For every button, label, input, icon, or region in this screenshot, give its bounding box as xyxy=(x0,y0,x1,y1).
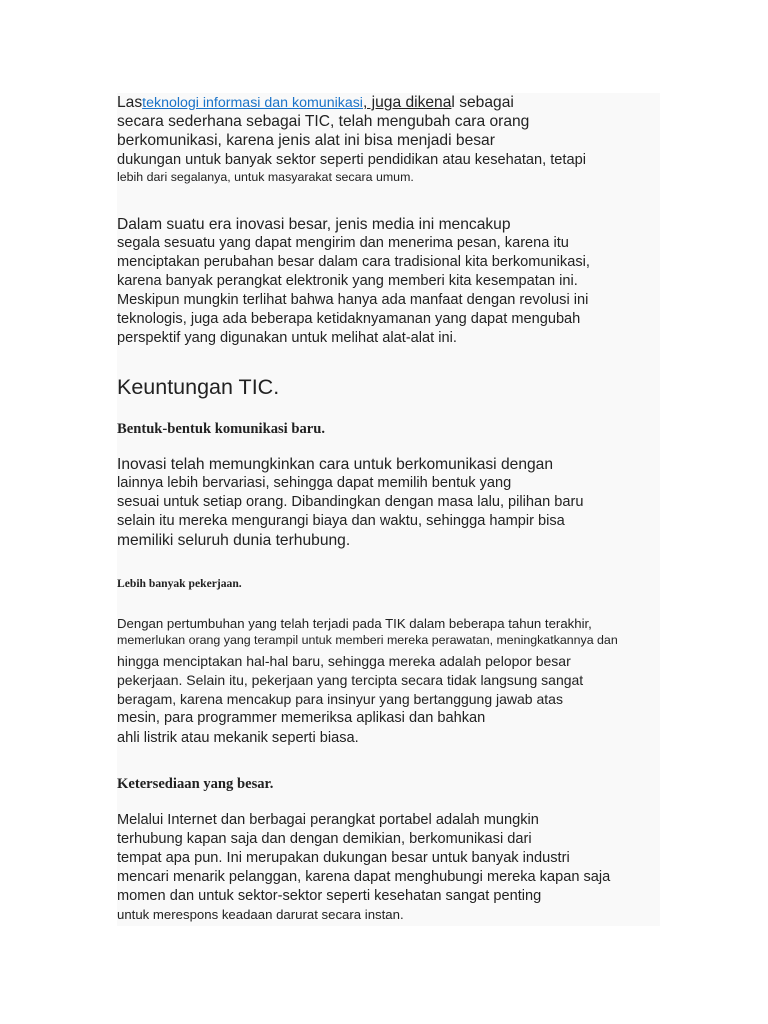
intro-line: lebih dari segalanya, untuk masyarakat secara umum. xyxy=(117,170,414,184)
intro-underlined-text: , juga dikena xyxy=(362,94,452,111)
sub3-line: Melalui Internet dan berbagai perangkat portabel adalah mungkin xyxy=(117,812,539,828)
sub1-heading: Bentuk-bentuk komunikasi baru. xyxy=(117,421,326,437)
sub2-heading: Lebih banyak pekerjaan. xyxy=(117,577,242,590)
section-heading: Keuntungan TIC. xyxy=(117,375,280,399)
paragraph2-line: karena banyak perangkat elektronik yang memberi kita kesempatan ini. xyxy=(117,273,578,289)
sub2-line: Dengan pertumbuhan yang telah terjadi pada TIK dalam beberapa tahun terakhir, xyxy=(117,616,592,631)
sub2-line: pekerjaan. Selain itu, pekerjaan yang tercipta secara tidak langsung sangat xyxy=(117,672,584,688)
paragraph2-line: segala sesuatu yang dapat mengirim dan menerima pesan, karena itu xyxy=(117,235,569,251)
paragraph2-line: Dalam suatu era inovasi besar, jenis media ini mencakup xyxy=(117,216,511,233)
sub2-line: mesin, para programmer memeriksa aplikasi dan bahkan xyxy=(117,710,486,726)
sub1-line: Inovasi telah memungkinkan cara untuk berkomunikasi dengan xyxy=(117,456,554,473)
sub1-line: lainnya lebih bervariasi, sehingga dapat memilih bentuk yang xyxy=(117,475,512,491)
sub2-line: memerlukan orang yang terampil untuk memberi mereka perawatan, meningkatkannya dan xyxy=(117,633,618,647)
sub2-line: hingga menciptakan hal-hal baru, sehingga mereka adalah pelopor besar xyxy=(117,653,571,669)
sub1-line: memiliki seluruh dunia terhubung. xyxy=(117,532,351,549)
sub3-line: tempat apa pun. Ini merupakan dukungan besar untuk banyak industri xyxy=(117,850,570,866)
sub2-line: beragam, karena mencakup para insinyur yang bertanggung jawab atas xyxy=(117,691,563,707)
intro-lead-prefix: Las xyxy=(117,94,143,111)
intro-line: secara sederhana sebagai TIC, telah mengubah cara orang xyxy=(117,113,530,130)
sub3-line: terhubung kapan saja dan dengan demikian, berkomunikasi dari xyxy=(117,831,532,847)
paragraph2-line: teknologis, juga ada beberapa ketidaknyamanan yang dapat mengubah xyxy=(117,311,581,327)
intro-link[interactable]: teknologi informasi dan komunikasi xyxy=(142,95,363,111)
intro-line: dukungan untuk banyak sektor seperti pendidikan atau kesehatan, tetapi xyxy=(117,152,586,168)
paragraph2-line: Meskipun mungkin terlihat bahwa hanya ada manfaat dengan revolusi ini xyxy=(117,292,589,308)
sub3-line: untuk merespons keadaan darurat secara instan. xyxy=(117,907,404,922)
sub3-line: momen dan untuk sektor-sektor seperti kesehatan sangat penting xyxy=(117,888,542,904)
sub1-line: sesuai untuk setiap orang. Dibandingkan dengan masa lalu, pilihan baru xyxy=(117,494,584,510)
sub1-line: selain itu mereka mengurangi biaya dan waktu, sehingga hampir bisa xyxy=(117,513,565,529)
intro-lead-rest: l sebagai xyxy=(451,94,514,111)
intro-line: berkomunikasi, karena jenis alat ini bisa menjadi besar xyxy=(117,132,495,149)
sub2-line: ahli listrik atau mekanik seperti biasa. xyxy=(117,730,359,746)
intro-lead-line xyxy=(117,94,514,112)
paragraph2-line: perspektif yang digunakan untuk melihat alat-alat ini. xyxy=(117,330,457,346)
sub3-heading: Ketersediaan yang besar. xyxy=(117,776,274,792)
sub3-line: mencari menarik pelanggan, karena dapat menghubungi mereka kapan saja xyxy=(117,869,611,885)
paragraph2-line: menciptakan perubahan besar dalam cara tradisional kita berkomunikasi, xyxy=(117,254,590,270)
